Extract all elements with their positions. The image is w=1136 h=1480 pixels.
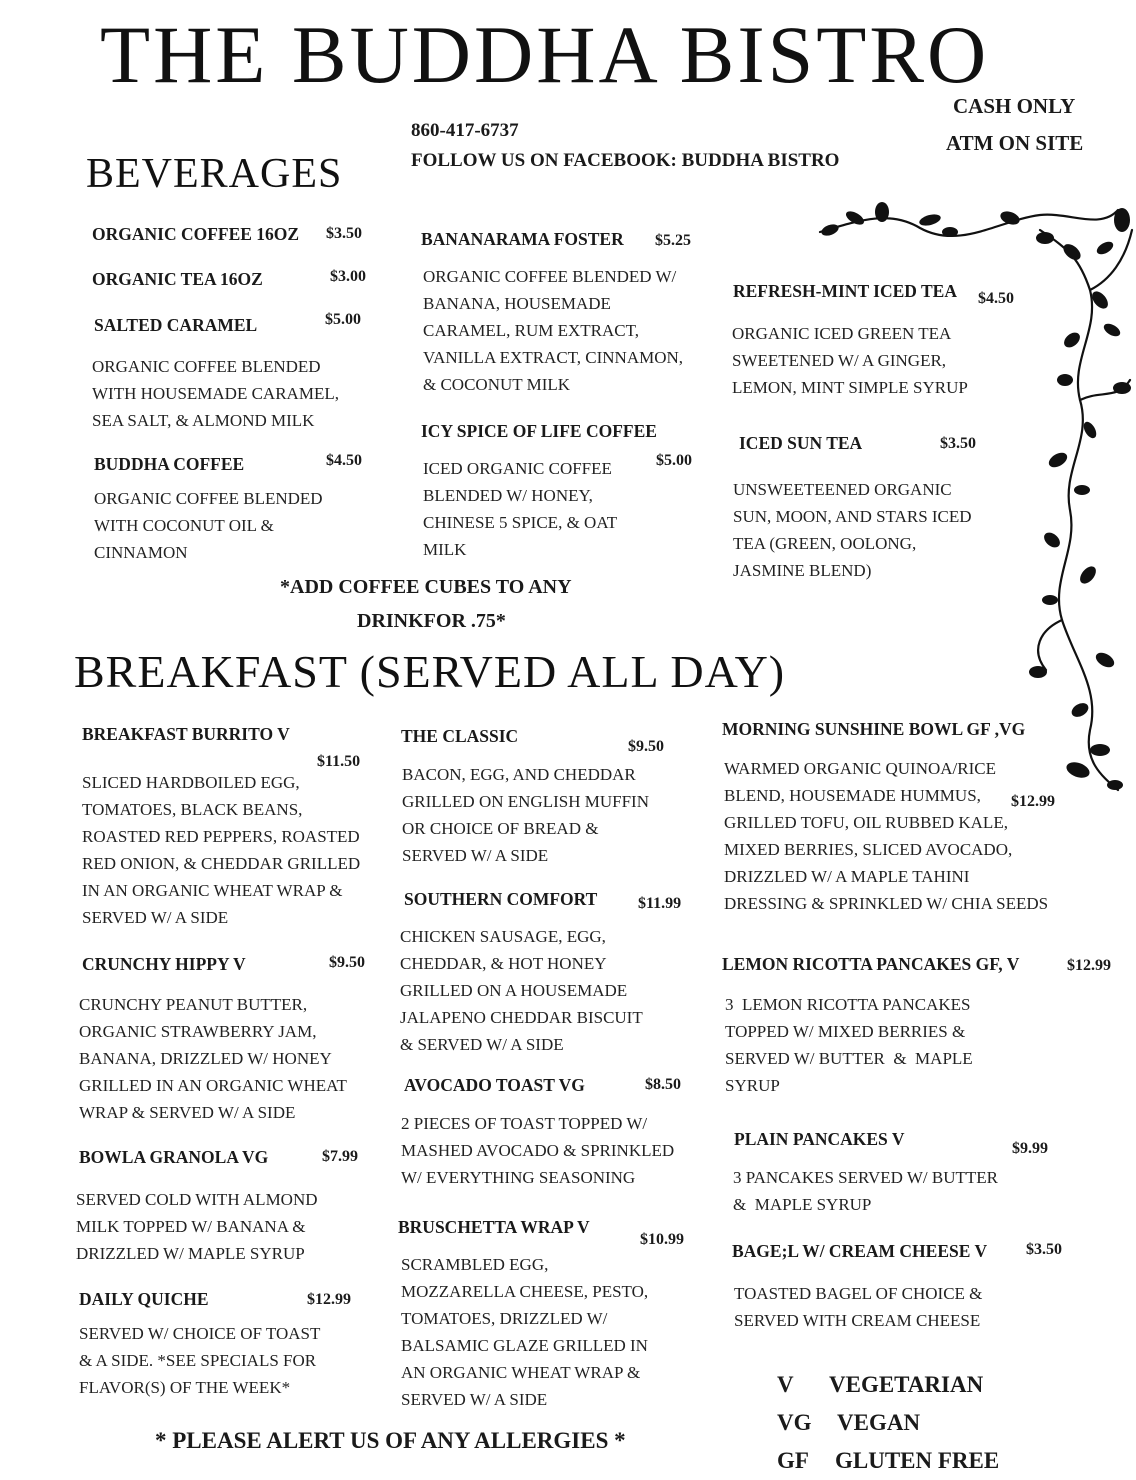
menu-item-name: THE CLASSIC (401, 726, 519, 746)
menu-item-price: $3.00 (330, 268, 366, 285)
menu-item-price: $12.99 (1067, 957, 1111, 974)
menu-item-price: $11.50 (317, 753, 361, 770)
menu-item-price: $3.50 (940, 435, 976, 452)
menu-item-description: ICED ORGANIC COFFEE BLENDED W/ HONEY, CHINESE 5 SPICE, & OAT MILK (423, 459, 618, 559)
menu-item-description: TOASTED BAGEL OF CHOICE & SERVED WITH CREAM CHEESE (734, 1284, 983, 1330)
legend-code: V (777, 1372, 794, 1397)
menu-item-description: SLICED HARDBOILED EGG, TOMATOES, BLACK BEANS, ROASTED RED PEPPERS, ROASTED RED ONION, & CHEDDAR GRILLED IN AN ORGANIC WHEAT WRAP & SERVED W/ A SIDE (82, 773, 361, 927)
menu-item-price: $7.99 (322, 1148, 358, 1165)
cash-only-notice: CASH ONLY (953, 94, 1076, 118)
menu-item-price: $3.50 (1026, 1241, 1062, 1258)
menu-item-price: $11.99 (638, 895, 682, 912)
menu-item-price: $5.25 (655, 232, 691, 249)
menu-item-price: $9.50 (628, 738, 664, 755)
menu-item-price: $5.00 (325, 311, 361, 328)
legend-meaning: VEGETARIAN (829, 1372, 984, 1397)
menu-item-name: LEMON RICOTTA PANCAKES GF, V (722, 954, 1020, 974)
beverages-heading: BEVERAGES (86, 151, 343, 197)
menu-item-price: $4.50 (326, 452, 362, 469)
menu-item-description: ORGANIC ICED GREEN TEA SWEETENED W/ A GINGER, LEMON, MINT SIMPLE SYRUP (732, 324, 968, 397)
menu-item-description: CHICKEN SAUSAGE, EGG, CHEDDAR, & HOT HONEY GRILLED ON A HOUSEMADE JALAPENO CHEDDAR BISCUIT & SERVED W/ A SIDE (400, 927, 643, 1054)
menu-item-price: $12.99 (307, 1291, 351, 1308)
menu-item-description: SCRAMBLED EGG, MOZZARELLA CHEESE, PESTO, TOMATOES, DRIZZLED W/ BALSAMIC GLAZE GRILLED IN AN ORGANIC WHEAT WRAP & SERVED W/ A SIDE (401, 1255, 649, 1409)
menu-item-price: $4.50 (978, 290, 1014, 307)
allergy-notice: * PLEASE ALERT US OF ANY ALLERGIES * (155, 1428, 626, 1453)
menu-item-name: SALTED CARAMEL (94, 315, 258, 335)
menu-item-name: CRUNCHY HIPPY V (82, 954, 246, 974)
menu-item-price: $12.99 (1011, 793, 1055, 810)
menu-item-description: WARMED ORGANIC QUINOA/RICE BLEND, HOUSEMADE HUMMUS, GRILLED TOFU, OIL RUBBED KALE, MIXED BERRIES, SLICED AVOCADO, DRIZZLED W/ A MAPLE TAHINI DRESSING & SPRINKLED W/ CHIA SEEDS (724, 759, 1049, 913)
vine-decoration-icon (800, 190, 1136, 800)
page-title: THE BUDDHA BISTRO (100, 9, 990, 100)
menu-item-name: ICY SPICE OF LIFE COFFEE (421, 421, 657, 441)
breakfast-heading: BREAKFAST (SERVED ALL DAY) (74, 646, 786, 697)
menu-item-price: $8.50 (645, 1076, 681, 1093)
legend-meaning: GLUTEN FREE (835, 1448, 1000, 1473)
menu-item-price: $5.00 (656, 452, 692, 469)
menu-item-name: SOUTHERN COMFORT (404, 889, 598, 909)
menu-item-price: $3.50 (326, 225, 362, 242)
menu-item-name: BOWLA GRANOLA VG (79, 1147, 269, 1167)
menu-item-name: BANANARAMA FOSTER (421, 229, 624, 249)
menu-item-name: BRUSCHETTA WRAP V (398, 1217, 590, 1237)
menu-item-name: PLAIN PANCAKES V (734, 1129, 905, 1149)
menu-item-description: UNSWEETEENED ORGANIC SUN, MOON, AND STARS ICED TEA (GREEN, OOLONG, JASMINE BLEND) (733, 480, 972, 580)
coffee-cubes-note-price: DRINKFOR .75* (357, 610, 506, 632)
legend-code: VG (777, 1410, 812, 1435)
menu-item-name: ORGANIC TEA 16OZ (92, 269, 263, 289)
menu-item-name: ICED SUN TEA (739, 433, 863, 453)
menu-item-description: ORGANIC COFFEE BLENDED WITH HOUSEMADE CARAMEL, SEA SALT, & ALMOND MILK (92, 357, 339, 430)
coffee-cubes-note: *ADD COFFEE CUBES TO ANY (280, 576, 572, 598)
facebook-link: FOLLOW US ON FACEBOOK: BUDDHA BISTRO (411, 150, 840, 171)
menu-item-description: 2 PIECES OF TOAST TOPPED W/ MASHED AVOCADO & SPRINKLED W/ EVERYTHING SEASONING (401, 1114, 675, 1187)
menu-item-description: BACON, EGG, AND CHEDDAR GRILLED ON ENGLISH MUFFIN OR CHOICE OF BREAD & SERVED W/ A SIDE (402, 765, 649, 865)
atm-notice: ATM ON SITE (946, 131, 1084, 155)
menu-item-name: REFRESH-MINT ICED TEA (733, 281, 957, 301)
menu-item-price: $9.99 (1012, 1140, 1048, 1157)
phone-number: 860-417-6737 (411, 120, 519, 141)
menu-item-name: BREAKFAST BURRITO V (82, 724, 290, 744)
menu-item-price: $10.99 (640, 1231, 684, 1248)
menu-item-name: MORNING SUNSHINE BOWL GF ,VG (722, 719, 1026, 739)
menu-item-description: 3 LEMON RICOTTA PANCAKES TOPPED W/ MIXED BERRIES & SERVED W/ BUTTER & MAPLE SYRUP (725, 995, 973, 1095)
menu-item-name: AVOCADO TOAST VG (404, 1075, 585, 1095)
legend-code: GF (777, 1448, 809, 1473)
menu-item-description: SERVED W/ CHOICE OF TOAST & A SIDE. *SEE SPECIALS FOR FLAVOR(S) OF THE WEEK* (79, 1324, 321, 1397)
menu-item-price: $9.50 (329, 954, 365, 971)
menu-item-description: 3 PANCAKES SERVED W/ BUTTER & MAPLE SYRUP (733, 1168, 999, 1214)
menu-item-name: DAILY QUICHE (79, 1289, 209, 1309)
menu-item-name: BUDDHA COFFEE (94, 454, 245, 474)
menu-item-description: SERVED COLD WITH ALMOND MILK TOPPED W/ BANANA & DRIZZLED W/ MAPLE SYRUP (76, 1190, 318, 1263)
menu-item-name: ORGANIC COFFEE 16OZ (92, 224, 300, 244)
menu-item-description: ORGANIC COFFEE BLENDED W/ BANANA, HOUSEMADE CARAMEL, RUM EXTRACT, VANILLA EXTRACT, CINNAMON, & COCONUT MILK (423, 267, 684, 394)
menu-item-description: ORGANIC COFFEE BLENDED WITH COCONUT OIL & CINNAMON (94, 489, 323, 562)
menu-item-description: CRUNCHY PEANUT BUTTER, ORGANIC STRAWBERRY JAM, BANANA, DRIZZLED W/ HONEY GRILLED IN AN ORGANIC WHEAT WRAP & SERVED W/ A SIDE (79, 995, 347, 1122)
menu-item-name: BAGE;L W/ CREAM CHEESE V (732, 1241, 988, 1261)
legend-meaning: VEGAN (837, 1410, 921, 1435)
